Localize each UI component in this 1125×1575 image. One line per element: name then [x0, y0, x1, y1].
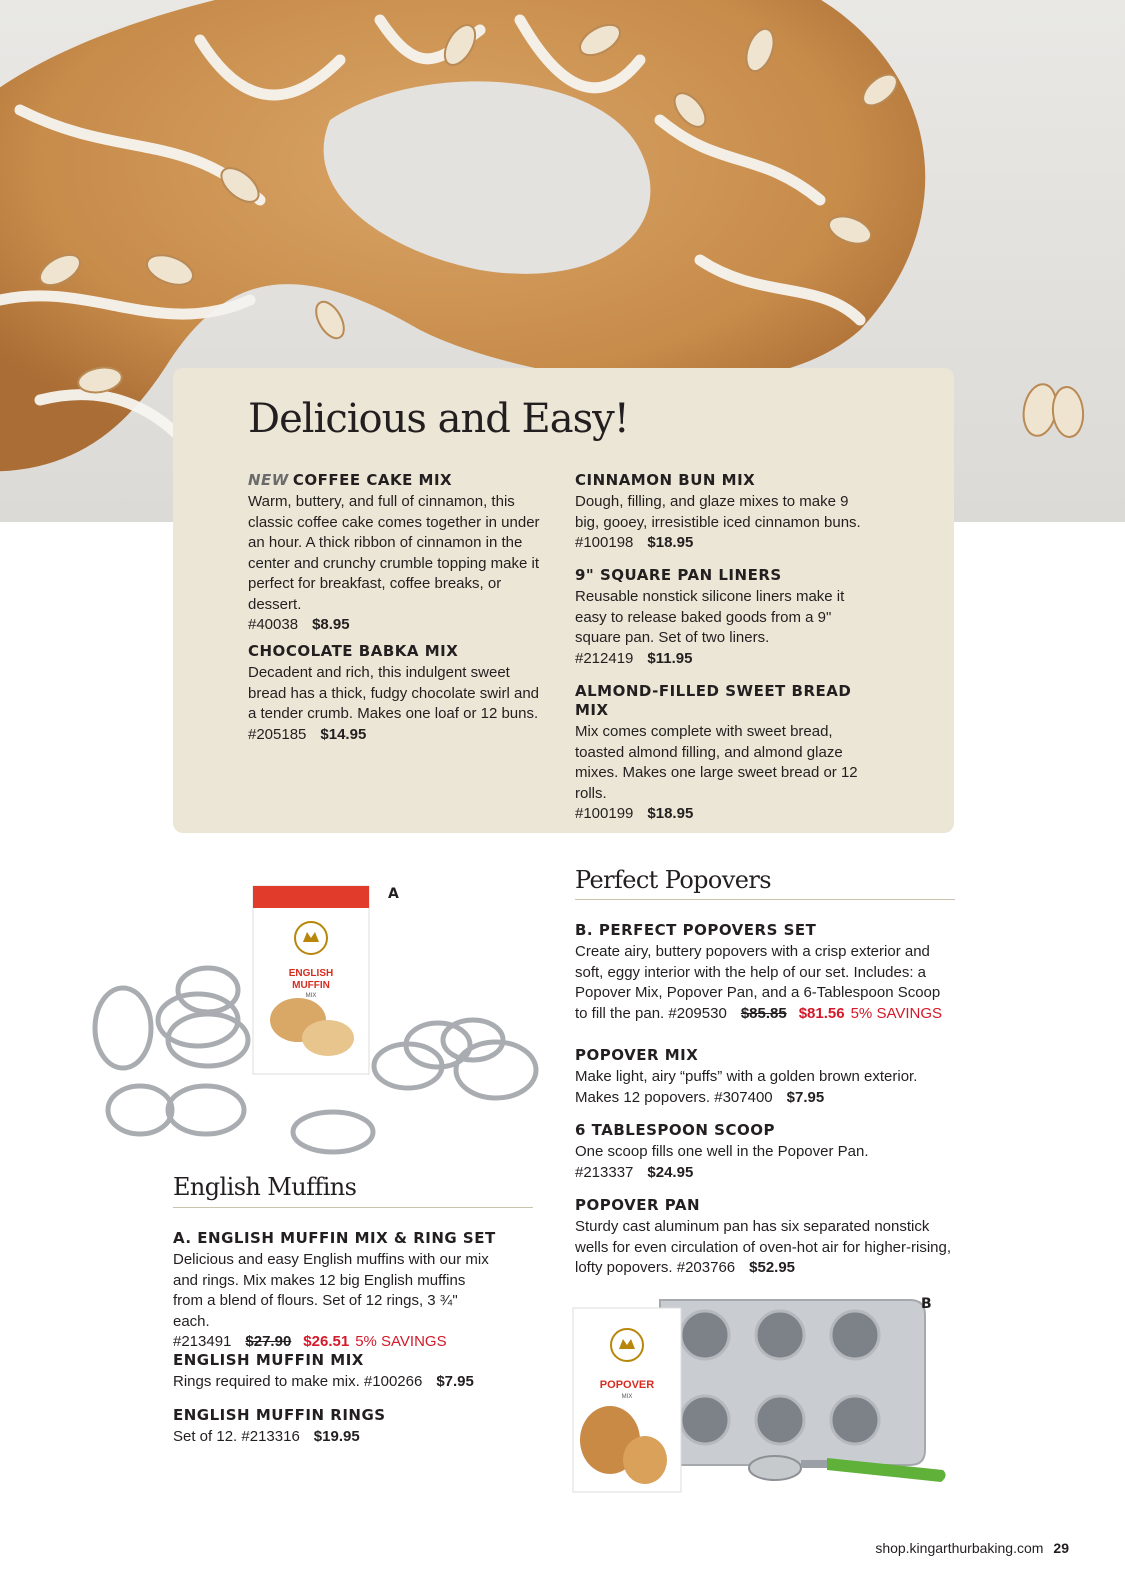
section-heading-perfect-popovers: Perfect Popovers: [575, 866, 771, 894]
product-english-muffin-rings: [173, 1406, 553, 1448]
product-title: CINNAMON BUN MIX: [575, 471, 756, 489]
muffin-box-and-rings-illustration: [78, 880, 548, 1170]
section-divider: [575, 899, 955, 900]
product-title: 9" SQUARE PAN LINERS: [575, 566, 782, 584]
product-sku: #100198: [575, 534, 634, 551]
product-description: Mix comes complete with sweet bread, toasted almond filling, and almond glaze mixes. Makes one large sweet bread or 12 rolls. #100199 $18.95: [575, 723, 858, 822]
product-popover-mix: [575, 1046, 955, 1108]
original-price: $27.90: [245, 1333, 292, 1350]
product-english-muffin-set: [173, 1229, 553, 1353]
product-sku: #212419: [575, 649, 634, 667]
product-price: $18.95: [647, 534, 694, 551]
product-title: ENGLISH MUFFIN MIX: [173, 1351, 364, 1369]
product-coffee-cake-mix: [248, 471, 548, 636]
product-description: Delicious and easy English muffins with our mix and rings. Mix makes 12 big English muffins from a blend of flours. Set of 12 rings, 3 ¾" each. #213491 $27.90 $26.51 5% SAVINGS: [173, 1251, 489, 1350]
savings-badge: 5% SAVINGS: [355, 1333, 447, 1350]
product-price: $52.95: [749, 1259, 796, 1276]
product-sku: #213337: [575, 1163, 634, 1181]
product-price: $24.95: [647, 1163, 694, 1181]
section-heading-english-muffins: English Muffins: [173, 1173, 357, 1201]
product-popover-pan: [575, 1196, 955, 1279]
new-badge: NEW: [248, 471, 289, 489]
page-number: 29: [1053, 1540, 1069, 1556]
product-square-pan-liners: [575, 566, 875, 669]
product-title: ALMOND-FILLED SWEET BREAD MIX: [575, 682, 852, 719]
original-price: $85.85: [740, 1004, 787, 1022]
product-description: Warm, buttery, and full of cinnamon, this classic coffee cake comes together in under an hour. A thick ribbon of cinnamon in the center and crunchy crumble topping make it perfect for breakfast, coffee breaks, or dessert. #40038 $8.95: [248, 493, 540, 633]
product-description: Make light, airy “puffs” with a golden brown exterior. Makes 12 popovers. #307400 $7.95: [575, 1068, 918, 1106]
product-perfect-popovers-set: [575, 921, 955, 1024]
feature-title: Delicious and Easy!: [248, 396, 629, 442]
product-price: $18.95: [647, 805, 694, 822]
product-title: 6 TABLESPOON SCOOP: [575, 1121, 775, 1139]
footer-url[interactable]: shop.kingarthurbaking.com: [875, 1540, 1044, 1556]
product-title: ENGLISH MUFFIN RINGS: [173, 1406, 386, 1424]
product-description: Reusable nonstick silicone liners make it easy to release baked goods from a 9" square pan. Set of two liners. #212419 $11.95: [575, 588, 845, 667]
page-footer: [875, 1540, 1069, 1556]
product-sku: #213491: [173, 1333, 232, 1350]
product-description: Sturdy cast aluminum pan has six separated nonstick wells for even circulation of oven-hot air for higher-rising, lofty popovers. #203766 $52.95: [575, 1218, 952, 1276]
product-title: B. PERFECT POPOVERS SET: [575, 921, 817, 939]
product-sku: #209530: [668, 1004, 727, 1022]
product-description: Dough, filling, and glaze mixes to make 9 big, gooey, irresistible iced cinnamon buns. #100198 $18.95: [575, 493, 861, 551]
product-price: $7.95: [786, 1088, 825, 1106]
product-price: $14.95: [320, 725, 367, 743]
product-title: POPOVER MIX: [575, 1046, 699, 1064]
product-title: CHOCOLATE BABKA MIX: [248, 642, 459, 660]
product-sku: #40038: [248, 616, 299, 633]
product-description: Rings required to make mix. #100266 $7.95: [173, 1373, 474, 1390]
savings-badge: 5% SAVINGS: [850, 1004, 943, 1022]
product-description: Decadent and rich, this indulgent sweet bread has a thick, fudgy chocolate swirl and a tender crumb. Makes one loaf or 12 buns. #205185 $14.95: [248, 664, 539, 743]
product-tablespoon-scoop: [575, 1121, 955, 1183]
product-cinnamon-bun-mix: [575, 471, 875, 554]
box-title-line-1: ENGLISH: [288, 968, 334, 979]
product-price: $11.95: [647, 649, 693, 667]
popover-pan-box-scoop-illustration: [565, 1290, 955, 1500]
product-price: $19.95: [313, 1428, 360, 1445]
product-price: $8.95: [312, 616, 350, 633]
product-description: One scoop fills one well in the Popover Pan. #213337 $24.95: [575, 1143, 869, 1181]
product-sku: #213316: [241, 1428, 300, 1445]
product-description: Set of 12. #213316 $19.95: [173, 1428, 360, 1445]
photo-label-a: A: [388, 886, 399, 902]
product-chocolate-babka-mix: [248, 642, 548, 745]
product-sku: #203766: [676, 1259, 736, 1276]
box-title: POPOVER: [599, 1379, 655, 1391]
product-title: POPOVER PAN: [575, 1196, 700, 1214]
scoop-bowl: [749, 1456, 801, 1480]
english-muffin-set-photo: [78, 880, 548, 1170]
section-divider: [173, 1207, 533, 1208]
sale-price: $81.56: [798, 1004, 845, 1022]
product-sku: #100266: [363, 1373, 423, 1390]
product-price: $7.95: [436, 1373, 474, 1390]
product-sku: #307400: [714, 1088, 773, 1106]
sale-price: $26.51: [303, 1333, 350, 1350]
popover-set-photo: [565, 1290, 955, 1500]
product-sku: #100199: [575, 805, 634, 822]
product-english-muffin-mix: [173, 1351, 553, 1393]
product-description: Create airy, buttery popovers with a crisp exterior and soft, eggy interior with the help of our set. Includes: a Popover Mix, Popover Pan, and a 6-Tablespoon Scoop to fill the pan. #209530 $85.85 $81.56 5% SAVINGS: [575, 943, 943, 1022]
product-title: A. ENGLISH MUFFIN MIX & RING SET: [173, 1229, 496, 1247]
product-title: NEW COFFEE CAKE MIX: [248, 471, 453, 489]
photo-label-b: B: [921, 1296, 932, 1312]
product-almond-sweet-bread-mix: [575, 682, 875, 825]
box-title-line-2: MUFFIN: [292, 980, 330, 991]
feature-panel: [173, 368, 954, 833]
box-subtitle: MIX: [621, 1394, 633, 1400]
box-subtitle: MIX: [305, 993, 317, 999]
product-sku: #205185: [248, 725, 307, 743]
